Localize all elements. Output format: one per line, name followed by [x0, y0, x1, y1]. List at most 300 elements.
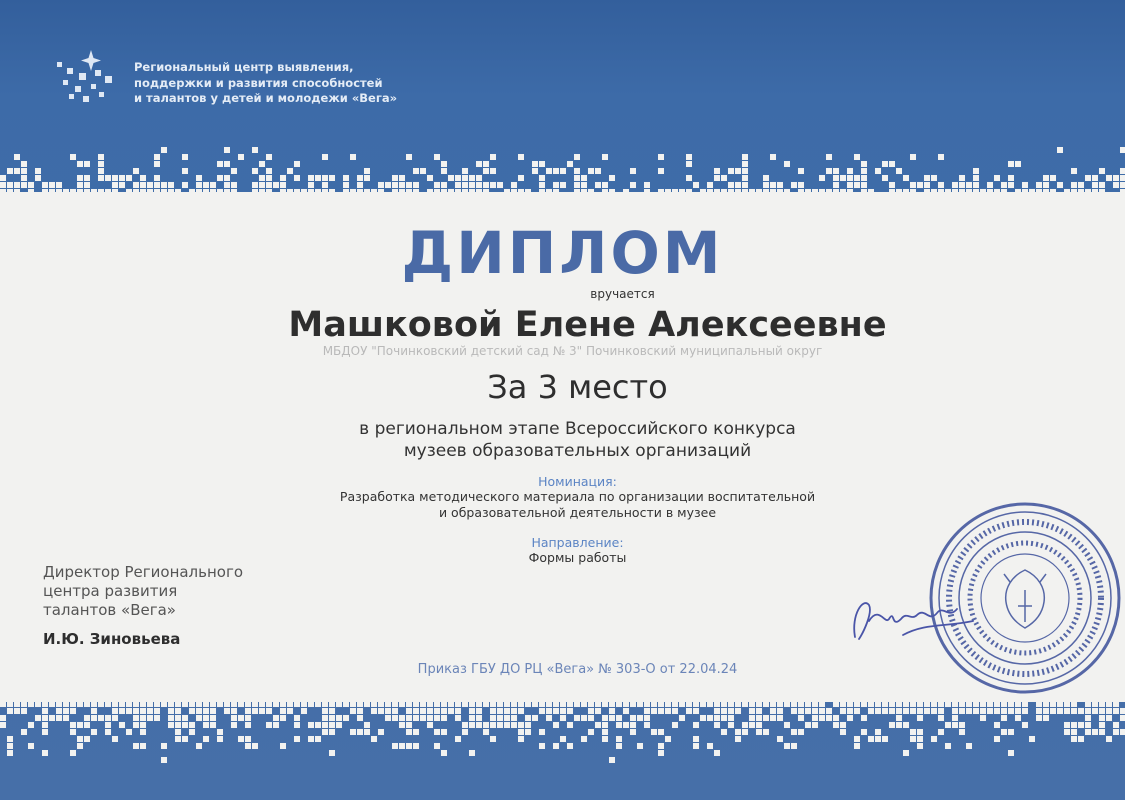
pixel-square	[903, 722, 909, 728]
pixel-square	[140, 694, 146, 700]
pixel-square	[791, 729, 797, 735]
pixel-square	[553, 196, 559, 202]
pixel-square	[462, 168, 468, 174]
pixel-square	[483, 729, 489, 735]
pixel-square	[483, 196, 489, 202]
pixel-square	[658, 196, 664, 202]
pixel-square	[350, 701, 356, 707]
pixel-square	[637, 743, 643, 749]
pixel-square	[1085, 729, 1091, 735]
pixel-square	[567, 196, 573, 202]
pixel-square	[84, 715, 90, 721]
pixel-square	[518, 694, 524, 700]
pixel-square	[623, 701, 629, 707]
pixel-square	[588, 694, 594, 700]
pixel-square	[966, 189, 972, 195]
pixel-square	[686, 189, 692, 195]
pixel-square	[1120, 196, 1125, 202]
pixel-square	[1120, 729, 1125, 735]
pixel-square	[21, 175, 27, 181]
pixel-square	[728, 694, 734, 700]
pixel-square	[1120, 189, 1125, 195]
pixel-square	[217, 694, 223, 700]
pixel-square	[7, 708, 13, 714]
pixel-square	[693, 743, 699, 749]
pixel-square	[1120, 147, 1125, 153]
pixel-square	[98, 175, 104, 181]
pixel-square	[686, 154, 692, 160]
pixel-square	[497, 701, 503, 707]
pixel-square	[756, 196, 762, 202]
pixel-square	[861, 196, 867, 202]
pixel-square	[875, 736, 881, 742]
pixel-square	[791, 196, 797, 202]
pixel-square	[182, 701, 188, 707]
pixel-square	[931, 189, 937, 195]
pixel-square	[266, 694, 272, 700]
pixel-square	[861, 189, 867, 195]
pixel-square	[252, 708, 258, 714]
pixel-square	[168, 182, 174, 188]
pixel-square	[959, 722, 965, 728]
pixel-square	[154, 715, 160, 721]
pixel-square	[434, 708, 440, 714]
pixel-square	[1092, 182, 1098, 188]
pixel-square	[644, 701, 650, 707]
pixel-square	[406, 715, 412, 721]
pixel-square	[406, 196, 412, 202]
pixel-square	[483, 161, 489, 167]
pixel-square	[966, 196, 972, 202]
pixel-square	[952, 189, 958, 195]
pixel-square	[896, 701, 902, 707]
pixel-square	[791, 182, 797, 188]
pixel-square	[1050, 189, 1056, 195]
pixel-square	[469, 708, 475, 714]
pixel-square	[378, 729, 384, 735]
pixel-square	[161, 147, 167, 153]
pixel-square	[133, 708, 139, 714]
pixel-square	[973, 196, 979, 202]
pixel-square	[938, 715, 944, 721]
pixel-square	[588, 715, 594, 721]
pixel-square	[168, 189, 174, 195]
pixel-square	[581, 196, 587, 202]
pixel-square	[343, 175, 349, 181]
nomination-label: Номинация:	[538, 474, 617, 489]
pixel-square	[903, 708, 909, 714]
pixel-square	[399, 175, 405, 181]
pixel-square	[504, 189, 510, 195]
vega-logo-icon	[55, 48, 125, 108]
pixel-square	[959, 708, 965, 714]
pixel-square	[63, 189, 69, 195]
pixel-square	[1078, 736, 1084, 742]
pixel-square	[721, 715, 727, 721]
pixel-square	[693, 694, 699, 700]
pixel-square	[777, 182, 783, 188]
pixel-square	[364, 694, 370, 700]
pixel-square	[91, 701, 97, 707]
pixel-square	[861, 729, 867, 735]
direction-label: Направление:	[531, 535, 624, 550]
pixel-square	[105, 175, 111, 181]
pixel-square	[497, 182, 503, 188]
order-reference: Приказ ГБУ ДО РЦ «Вега» № 303-О от 22.04.24	[417, 662, 738, 677]
pixel-square	[364, 175, 370, 181]
pixel-square	[805, 701, 811, 707]
pixel-square	[784, 743, 790, 749]
pixel-square	[784, 161, 790, 167]
pixel-square	[238, 715, 244, 721]
pixel-square	[770, 694, 776, 700]
pixel-square	[525, 694, 531, 700]
pixel-square	[84, 694, 90, 700]
pixel-square	[42, 701, 48, 707]
pixel-square	[98, 701, 104, 707]
pixel-square	[294, 694, 300, 700]
pixel-square	[525, 729, 531, 735]
pixel-square	[392, 743, 398, 749]
pixel-square	[658, 750, 664, 756]
pixel-square	[1015, 701, 1021, 707]
pixel-square	[686, 708, 692, 714]
pixel-square	[420, 715, 426, 721]
pixel-square	[252, 147, 258, 153]
pixel-square	[574, 715, 580, 721]
pixel-square	[350, 154, 356, 160]
pixel-square	[406, 694, 412, 700]
pixel-square	[392, 708, 398, 714]
pixel-square	[1120, 182, 1125, 188]
pixel-square	[945, 743, 951, 749]
pixel-square	[882, 736, 888, 742]
pixel-square	[399, 701, 405, 707]
pixel-square	[1064, 708, 1070, 714]
pixel-square	[546, 701, 552, 707]
pixel-square	[399, 743, 405, 749]
pixel-square	[1022, 708, 1028, 714]
pixel-square	[1008, 161, 1014, 167]
pixel-square	[1022, 196, 1028, 202]
pixel-square	[1113, 182, 1119, 188]
pixel-square	[1099, 715, 1105, 721]
pixel-square	[700, 196, 706, 202]
pixel-square	[574, 189, 580, 195]
pixel-square	[0, 694, 6, 700]
pixel-square	[1120, 715, 1125, 721]
pixel-square	[84, 182, 90, 188]
pixel-square	[735, 736, 741, 742]
pixel-square	[833, 694, 839, 700]
pixel-square	[917, 182, 923, 188]
pixel-square	[574, 175, 580, 181]
pixel-square	[630, 715, 636, 721]
pixel-square	[707, 189, 713, 195]
organization-name-line: поддержки и развития способностей	[134, 75, 383, 90]
pixel-square	[973, 701, 979, 707]
pixel-square	[154, 182, 160, 188]
pixel-square	[63, 701, 69, 707]
pixel-square	[329, 722, 335, 728]
pixel-square	[728, 196, 734, 202]
pixel-square	[798, 182, 804, 188]
pixel-square	[1085, 175, 1091, 181]
pixel-square	[70, 722, 76, 728]
pixel-square	[434, 729, 440, 735]
pixel-square	[1029, 189, 1035, 195]
pixel-square	[546, 694, 552, 700]
pixel-square	[357, 715, 363, 721]
pixel-square	[525, 715, 531, 721]
pixel-square	[28, 701, 34, 707]
pixel-square	[441, 715, 447, 721]
pixel-square	[840, 189, 846, 195]
pixel-square	[217, 701, 223, 707]
pixel-square	[259, 161, 265, 167]
pixel-square	[427, 175, 433, 181]
pixel-square	[686, 196, 692, 202]
pixel-square	[462, 701, 468, 707]
pixel-square	[70, 708, 76, 714]
pixel-square	[434, 701, 440, 707]
pixel-square	[434, 196, 440, 202]
pixel-square	[245, 196, 251, 202]
pixel-square	[924, 701, 930, 707]
pixel-square	[98, 694, 104, 700]
pixel-square	[1085, 701, 1091, 707]
pixel-square	[539, 701, 545, 707]
pixel-square	[133, 701, 139, 707]
pixel-square	[329, 715, 335, 721]
pixel-square	[252, 168, 258, 174]
pixel-square	[644, 196, 650, 202]
pixel-square	[294, 736, 300, 742]
pixel-square	[714, 715, 720, 721]
pixel-square	[700, 701, 706, 707]
pixel-square	[1092, 708, 1098, 714]
director-name: И.Ю. Зиновьева	[43, 630, 181, 648]
pixel-square	[917, 743, 923, 749]
pixel-square	[413, 715, 419, 721]
pixel-square	[784, 196, 790, 202]
pixel-square	[630, 729, 636, 735]
pixel-square	[252, 182, 258, 188]
pixel-square	[224, 175, 230, 181]
pixel-square	[476, 722, 482, 728]
pixel-square	[420, 196, 426, 202]
pixel-square	[1085, 722, 1091, 728]
pixel-square	[259, 701, 265, 707]
pixel-square	[840, 722, 846, 728]
pixel-square	[791, 694, 797, 700]
pixel-square	[868, 701, 874, 707]
pixel-square	[231, 189, 237, 195]
pixel-square	[154, 161, 160, 167]
pixel-square	[483, 189, 489, 195]
pixel-square	[889, 196, 895, 202]
pixel-square	[742, 168, 748, 174]
pixel-square	[203, 694, 209, 700]
pixel-square	[805, 694, 811, 700]
pixel-square	[714, 168, 720, 174]
pixel-square	[546, 715, 552, 721]
pixel-square	[987, 701, 993, 707]
pixel-square	[476, 694, 482, 700]
pixel-square	[959, 729, 965, 735]
pixel-square	[588, 708, 594, 714]
pixel-square	[749, 196, 755, 202]
pixel-square	[532, 701, 538, 707]
pixel-square	[714, 708, 720, 714]
pixel-square	[1050, 175, 1056, 181]
pixel-square	[427, 196, 433, 202]
pixel-square	[861, 182, 867, 188]
pixel-square	[1064, 701, 1070, 707]
pixel-square	[133, 722, 139, 728]
pixel-square	[35, 701, 41, 707]
pixel-square	[476, 182, 482, 188]
pixel-square	[665, 196, 671, 202]
pixel-square	[693, 196, 699, 202]
pixel-square	[105, 722, 111, 728]
pixel-square	[322, 175, 328, 181]
pixel-square	[518, 189, 524, 195]
pixel-square	[728, 701, 734, 707]
nomination-line: Разработка методического материала по организации воспитательной	[339, 489, 816, 504]
pixel-square	[259, 189, 265, 195]
pixel-square	[469, 701, 475, 707]
pixel-square	[224, 147, 230, 153]
award-place: За 3 место	[487, 368, 668, 406]
pixel-square	[105, 715, 111, 721]
pixel-square	[665, 708, 671, 714]
pixel-square	[994, 196, 1000, 202]
pixel-square	[413, 701, 419, 707]
pixel-square	[28, 189, 34, 195]
pixel-square	[1071, 701, 1077, 707]
pixel-square	[693, 736, 699, 742]
pixel-square	[322, 729, 328, 735]
pixel-square	[854, 175, 860, 181]
pixel-square	[903, 694, 909, 700]
organization-name	[134, 60, 434, 107]
pixel-square	[273, 722, 279, 728]
pixel-square	[728, 715, 734, 721]
pixel-square	[791, 708, 797, 714]
pixel-square	[945, 196, 951, 202]
pixel-square	[133, 715, 139, 721]
pixel-square	[98, 715, 104, 721]
pixel-square	[840, 708, 846, 714]
pixel-square	[840, 701, 846, 707]
pixel-square	[28, 694, 34, 700]
pixel-square	[364, 722, 370, 728]
pixel-square	[840, 196, 846, 202]
pixel-square	[0, 715, 6, 721]
pixel-square	[70, 694, 76, 700]
pixel-square	[392, 701, 398, 707]
pixel-square	[833, 715, 839, 721]
pixel-square	[1057, 701, 1063, 707]
pixel-square	[1001, 729, 1007, 735]
pixel-square	[252, 189, 258, 195]
pixel-square	[644, 694, 650, 700]
pixel-square	[329, 708, 335, 714]
director-title-line: талантов «Вега»	[43, 601, 176, 619]
pixel-square	[84, 701, 90, 707]
pixel-square	[847, 708, 853, 714]
pixel-square	[378, 708, 384, 714]
pixel-square	[714, 750, 720, 756]
pixel-square	[336, 715, 342, 721]
pixel-square	[105, 189, 111, 195]
pixel-square	[14, 189, 20, 195]
pixel-square	[770, 701, 776, 707]
pixel-square	[756, 715, 762, 721]
pixel-square	[1029, 736, 1035, 742]
pixel-square	[315, 701, 321, 707]
pixel-square	[826, 694, 832, 700]
pixel-square	[714, 196, 720, 202]
pixel-square	[350, 729, 356, 735]
pixel-square	[476, 701, 482, 707]
pixel-square	[903, 750, 909, 756]
pixel-square	[812, 708, 818, 714]
pixel-square	[35, 694, 41, 700]
pixel-square	[406, 154, 412, 160]
pixel-square	[497, 694, 503, 700]
pixel-square	[77, 701, 83, 707]
pixel-square	[364, 701, 370, 707]
pixel-square	[896, 196, 902, 202]
pixel-square	[392, 189, 398, 195]
organization-name-line: Региональный центр выявления,	[134, 60, 354, 74]
pixel-square	[105, 196, 111, 202]
pixel-square	[1043, 701, 1049, 707]
pixel-square	[917, 715, 923, 721]
pixel-square	[798, 708, 804, 714]
pixel-square	[1078, 708, 1084, 714]
pixel-square	[154, 701, 160, 707]
pixel-square	[329, 694, 335, 700]
pixel-square	[266, 154, 272, 160]
pixel-square	[770, 154, 776, 160]
pixel-square	[504, 701, 510, 707]
awarded-label: вручается	[590, 287, 655, 301]
pixel-square	[147, 196, 153, 202]
pixel-square	[1015, 196, 1021, 202]
pixel-square	[392, 182, 398, 188]
pixel-square	[518, 722, 524, 728]
pixel-square	[854, 736, 860, 742]
pixel-square	[350, 694, 356, 700]
pixel-square	[413, 168, 419, 174]
pixel-square	[651, 701, 657, 707]
pixel-square	[14, 196, 20, 202]
pixel-square	[931, 175, 937, 181]
pixel-square	[511, 708, 517, 714]
pixel-square	[196, 701, 202, 707]
pixel-square	[889, 701, 895, 707]
pixel-square	[308, 175, 314, 181]
pixel-square	[1064, 196, 1070, 202]
pixel-square	[1050, 701, 1056, 707]
pixel-square	[203, 189, 209, 195]
pixel-square	[896, 708, 902, 714]
pixel-square	[784, 189, 790, 195]
pixel-square	[497, 722, 503, 728]
